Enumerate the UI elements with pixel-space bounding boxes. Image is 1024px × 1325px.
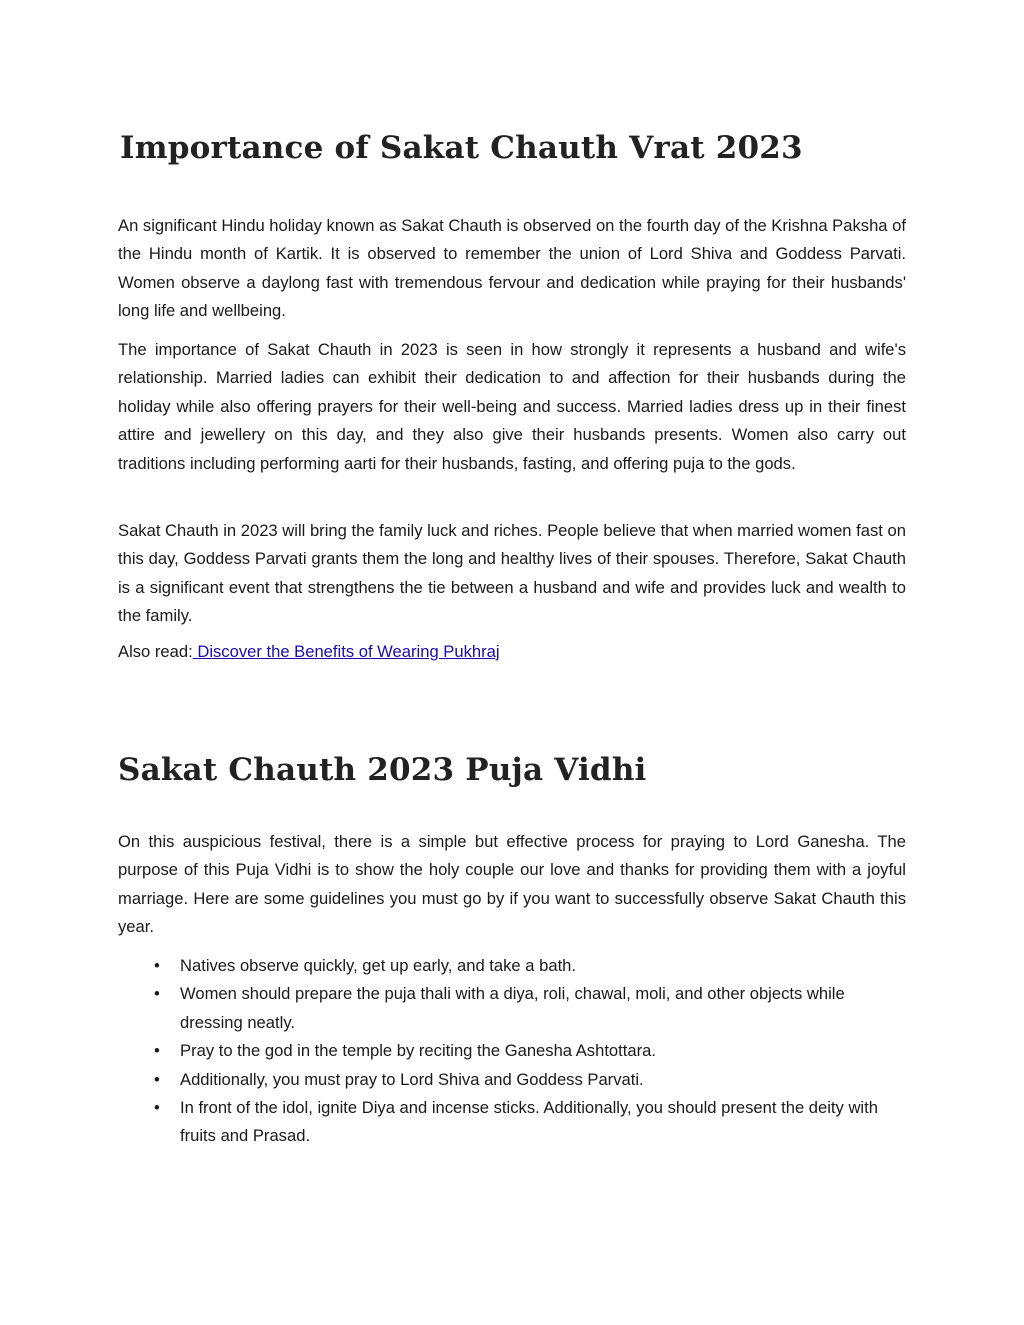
bullet-icon: • (154, 1098, 160, 1118)
list-item-text: Natives observe quickly, get up early, and take a bath. (180, 956, 577, 975)
paragraph-text: The importance of Sakat Chauth in 2023 is seen in how strongly it represents a husband and wife's relationship. Married ladies can exhibit their dedication to and affection for their husbands during the holiday while also offering prayers for their well-being and success. Married ladies dress up in their finest attire and jewellery on this day, and they also give their husbands presents. Women also carry out traditions including performing aarti for their husbands, fasting, and offering puja to the gods. (118, 340, 906, 473)
bullet-icon: • (154, 1069, 160, 1089)
list-item-text: Additionally, you must pray to Lord Shiva and Goddess Parvati. (180, 1069, 644, 1089)
paragraph-text: On this auspicious festival, there is a simple but effective process for praying to Lord Ganesha. The purpose of this Puja Vidhi is to show the holy couple our love and thanks for providing them with a joyful marriage. Here are some guidelines you must go by if you want to successfully observe Sakat Chauth this year. (118, 832, 906, 937)
list-item (118, 1066, 880, 1094)
list-item (118, 1094, 880, 1151)
also-read-label: Also read: (118, 642, 193, 661)
bullet-icon: • (154, 956, 160, 975)
list-item-text: In front of the idol, ignite Diya and incense sticks. Additionally, you should present the deity with fruits and Prasad. (180, 1098, 878, 1146)
paragraph-luck (118, 517, 906, 631)
paragraph-puja-intro (118, 828, 906, 942)
section-title-importance: Importance of Sakat Chauth Vrat 2023 (120, 130, 803, 166)
list-item-text: Women should prepare the puja thali with a diya, roli, chawal, moli, and other objects while dressing neatly. (180, 984, 845, 1032)
also-read-line (118, 638, 906, 666)
paragraph-importance (118, 336, 906, 478)
paragraph-text: Sakat Chauth in 2023 will bring the family luck and riches. People believe that when married women fast on this day, Goddess Parvati grants them the long and healthy lives of their spouses. Therefore, Sakat Chauth is a significant event that strengthens the tie between a husband and wife and provides luck and wealth to the family. (118, 521, 906, 626)
section-title-puja-vidhi: Sakat Chauth 2023 Puja Vidhi (118, 752, 647, 788)
list-item (118, 1037, 880, 1065)
bullet-icon: • (154, 1041, 160, 1061)
list-item (118, 980, 880, 1037)
list-item-text: Pray to the god in the temple by reciting the Ganesha Ashtottara. (180, 1041, 656, 1061)
bullet-icon: • (154, 984, 160, 1004)
pukhraj-benefits-link[interactable]: Discover the Benefits of Wearing Pukhraj (192, 642, 500, 661)
puja-steps-list (118, 952, 906, 1151)
paragraph-intro (118, 212, 906, 326)
list-item (118, 952, 880, 980)
paragraph-text: An significant Hindu holiday known as Sakat Chauth is observed on the fourth day of the Krishna Paksha of the Hindu month of Kartik. It is observed to remember the union of Lord Shiva and Goddess Parvati. Women observe a daylong fast with tremendous fervour and dedication while praying for their husbands' long life and wellbeing. (118, 216, 906, 321)
